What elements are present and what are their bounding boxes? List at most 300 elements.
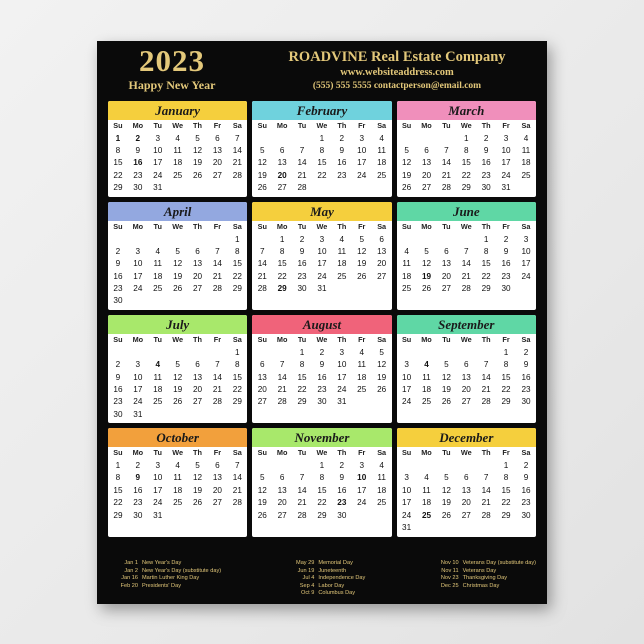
week-row	[397, 132, 536, 144]
day-cell: 5	[259, 146, 265, 156]
holiday-entry	[108, 583, 221, 591]
week-row	[397, 396, 536, 408]
day-cell: 27	[192, 284, 203, 294]
day-cell	[352, 509, 372, 521]
weekday-header: We	[460, 448, 472, 458]
day-cell: 16	[521, 372, 531, 382]
day-cell: 16	[521, 485, 531, 495]
weekday-header: Fr	[502, 448, 510, 458]
day-cell: 10	[133, 259, 143, 269]
weekday-header: Su	[113, 335, 123, 345]
day-cell	[436, 521, 456, 533]
day-cell: 13	[277, 485, 287, 495]
day-cell: 12	[192, 146, 203, 156]
day-cell: 11	[173, 473, 182, 483]
day-cell: 14	[232, 473, 242, 483]
day-cell	[207, 509, 227, 521]
week-row	[252, 472, 391, 484]
day-cell: 12	[402, 158, 412, 168]
week-row	[252, 245, 391, 257]
day-cell: 7	[483, 473, 489, 483]
holiday-name: Presidents' Day	[142, 582, 181, 589]
day-cell: 3	[503, 133, 509, 143]
day-cell: 7	[299, 473, 305, 483]
day-cell: 3	[359, 133, 364, 143]
week-row	[108, 282, 247, 294]
holiday-entry	[284, 590, 365, 598]
week-row	[252, 459, 391, 471]
day-cell: 30	[113, 296, 123, 306]
day-cell: 24	[133, 284, 143, 294]
day-cell: 12	[377, 360, 387, 370]
week-row	[108, 157, 247, 169]
weekday-header: Sa	[521, 221, 531, 231]
day-cell: 21	[297, 170, 307, 180]
day-cell: 10	[317, 246, 327, 256]
month-title: August	[252, 315, 391, 334]
day-cell: 16	[481, 158, 491, 168]
weekday-header: Fr	[502, 221, 510, 231]
day-cell: 19	[421, 271, 432, 281]
weekday-header: We	[316, 335, 328, 345]
day-cell: 8	[115, 146, 121, 156]
day-cell: 25	[173, 170, 183, 180]
holiday-entry	[429, 583, 536, 591]
weekday-header: Th	[481, 448, 491, 458]
day-cell: 9	[523, 360, 529, 370]
month-title: February	[252, 101, 391, 120]
day-cell: 17	[337, 372, 347, 382]
week-row	[108, 484, 247, 496]
day-cell: 18	[173, 485, 183, 495]
weekday-header: Th	[193, 335, 202, 345]
month-table	[108, 120, 247, 194]
holiday-date: Jan 1	[124, 560, 138, 567]
weekday-header: Th	[481, 335, 491, 345]
weekday-header: Tu	[442, 335, 451, 345]
day-cell	[168, 408, 188, 420]
day-cell	[227, 509, 247, 521]
day-cell: 20	[441, 271, 451, 281]
day-cell	[417, 521, 437, 533]
week-row	[108, 459, 247, 471]
day-cell: 18	[153, 384, 163, 394]
day-cell: 26	[192, 170, 203, 180]
day-cell: 3	[135, 360, 141, 370]
day-cell	[332, 282, 352, 294]
day-cell: 14	[232, 146, 242, 156]
week-row	[397, 459, 536, 471]
day-cell: 18	[173, 158, 183, 168]
day-cell: 14	[297, 485, 307, 495]
weekday-header: Fr	[213, 121, 222, 130]
day-cell: 19	[173, 384, 183, 394]
day-cell: 4	[379, 461, 384, 471]
day-cell: 7	[463, 246, 469, 256]
day-cell: 30	[317, 397, 327, 407]
day-cell: 2	[115, 246, 121, 256]
month-table	[108, 221, 247, 307]
day-cell	[207, 408, 227, 420]
day-cell: 2	[135, 461, 141, 471]
weekday-header: Fr	[358, 448, 366, 458]
day-cell: 2	[319, 347, 325, 357]
day-cell: 13	[192, 372, 203, 382]
day-cell: 7	[259, 246, 265, 256]
day-cell: 30	[521, 510, 531, 520]
day-cell: 24	[337, 384, 347, 394]
day-cell: 21	[257, 271, 267, 281]
weekday-header: Th	[337, 221, 347, 231]
weekday-header: Mo	[276, 221, 288, 231]
holiday-entry	[284, 575, 365, 583]
holiday-name: Veterans Day (substitute day)	[462, 560, 536, 567]
day-cell: 17	[133, 384, 143, 394]
day-cell: 4	[339, 234, 345, 244]
day-cell	[168, 182, 188, 194]
day-cell: 12	[192, 473, 203, 483]
week-row	[108, 182, 247, 194]
month-table	[252, 221, 391, 295]
weekday-header: We	[316, 121, 328, 130]
week-row	[108, 359, 247, 371]
day-cell: 6	[259, 360, 265, 370]
day-cell	[252, 132, 272, 144]
day-cell: 1	[503, 461, 509, 471]
weekday-header: Mo	[132, 221, 144, 231]
day-cell: 2	[339, 133, 345, 143]
day-cell	[292, 459, 312, 471]
week-row	[397, 359, 536, 371]
day-cell: 6	[215, 133, 220, 143]
day-cell: 7	[235, 133, 240, 143]
holiday-name: Veterans Day	[462, 567, 497, 574]
day-cell: 31	[317, 284, 327, 294]
day-cell: 6	[424, 146, 429, 156]
day-cell: 29	[501, 397, 511, 407]
day-cell: 10	[133, 372, 143, 382]
day-cell: 23	[297, 271, 307, 281]
week-row	[397, 245, 536, 257]
day-cell: 8	[235, 246, 240, 256]
day-cell: 29	[277, 284, 287, 294]
holiday-name: Juneteenth	[318, 567, 347, 574]
day-cell: 16	[113, 384, 123, 394]
day-cell: 8	[319, 473, 325, 483]
day-cell	[227, 295, 247, 307]
day-cell: 1	[319, 461, 325, 471]
holiday-name: Labor Day	[318, 582, 345, 589]
weekday-header: Mo	[276, 121, 288, 130]
day-cell: 29	[113, 183, 123, 193]
day-cell: 11	[153, 259, 162, 269]
month-card	[397, 428, 536, 536]
weekday-header: Tu	[297, 221, 307, 231]
day-cell: 9	[339, 146, 345, 156]
day-cell: 8	[463, 146, 469, 156]
day-cell: 27	[212, 498, 222, 508]
day-cell: 14	[481, 372, 491, 382]
day-cell: 6	[195, 360, 200, 370]
day-cell: 13	[277, 158, 287, 168]
weekday-header: Sa	[232, 121, 242, 130]
day-cell: 8	[235, 360, 240, 370]
day-cell	[292, 132, 312, 144]
day-cell: 24	[317, 271, 327, 281]
holiday-date: Jul 4	[302, 575, 315, 582]
day-cell	[332, 182, 352, 194]
day-cell	[436, 459, 456, 471]
day-cell: 18	[153, 271, 163, 281]
weekday-header: Fr	[213, 448, 222, 458]
day-cell: 15	[317, 485, 327, 495]
day-cell: 29	[481, 284, 491, 294]
month-title: March	[397, 101, 536, 120]
day-cell: 15	[481, 259, 491, 269]
day-cell	[352, 182, 372, 194]
weekday-header: Su	[401, 121, 412, 130]
day-cell: 14	[461, 259, 471, 269]
weekday-header: Mo	[276, 335, 288, 345]
week-row	[108, 233, 247, 245]
day-cell: 6	[279, 473, 285, 483]
weekday-header: Sa	[377, 448, 387, 458]
day-cell	[516, 521, 536, 533]
day-cell: 11	[337, 246, 347, 256]
weekday-header: Mo	[132, 121, 144, 130]
day-cell: 5	[424, 246, 429, 256]
day-cell: 31	[133, 409, 143, 419]
day-cell	[516, 282, 536, 294]
day-cell: 28	[297, 510, 307, 520]
day-cell	[272, 459, 292, 471]
day-cell	[207, 233, 227, 245]
day-cell: 4	[424, 360, 429, 370]
day-cell: 10	[521, 246, 531, 256]
day-cell: 12	[421, 259, 432, 269]
day-cell	[436, 132, 456, 144]
day-cell: 23	[501, 271, 511, 281]
day-cell: 17	[357, 158, 367, 168]
day-cell	[436, 346, 456, 358]
weekday-header: Sa	[521, 448, 531, 458]
day-cell: 7	[483, 360, 489, 370]
weekday-header: We	[172, 221, 184, 231]
holiday-legend	[108, 560, 536, 598]
weekday-header: Tu	[153, 121, 162, 130]
day-cell: 18	[377, 158, 387, 168]
day-cell: 22	[277, 271, 287, 281]
day-cell	[397, 233, 417, 245]
day-cell: 11	[521, 146, 531, 156]
weekday-header: Tu	[297, 121, 307, 130]
day-cell: 21	[232, 158, 242, 168]
month-card	[108, 315, 247, 423]
week-row	[108, 396, 247, 408]
day-cell: 26	[173, 284, 183, 294]
day-cell: 25	[357, 384, 367, 394]
day-cell: 7	[215, 246, 220, 256]
month-table	[108, 334, 247, 420]
day-cell	[188, 509, 208, 521]
day-cell: 22	[232, 271, 242, 281]
weekday-header: Su	[113, 221, 123, 231]
company-name: ROADVINE Real Estate Company	[288, 49, 506, 65]
day-cell: 2	[115, 360, 121, 370]
day-cell: 11	[173, 146, 182, 156]
month-card	[108, 202, 247, 310]
day-cell: 9	[115, 259, 121, 269]
weekday-header: Su	[401, 221, 412, 231]
day-cell: 2	[503, 234, 509, 244]
day-cell: 24	[357, 170, 367, 180]
day-cell	[188, 182, 208, 194]
day-cell	[207, 295, 227, 307]
week-row	[252, 144, 391, 156]
day-cell: 16	[113, 271, 123, 281]
week-row	[252, 157, 391, 169]
day-cell: 15	[277, 259, 287, 269]
weekday-header: Sa	[232, 448, 242, 458]
holiday-name: Columbus Day	[318, 590, 356, 597]
day-cell: 20	[461, 384, 471, 394]
day-cell: 13	[441, 259, 451, 269]
day-cell: 18	[521, 158, 531, 168]
month-card	[108, 428, 247, 536]
day-cell: 21	[461, 271, 471, 281]
day-cell: 27	[257, 397, 267, 407]
holiday-date: Dec 25	[440, 582, 459, 589]
week-row	[397, 484, 536, 496]
day-cell: 24	[153, 498, 163, 508]
day-cell: 15	[461, 158, 471, 168]
day-cell: 4	[359, 347, 364, 357]
month-card	[252, 315, 391, 423]
day-cell: 20	[212, 485, 222, 495]
month-card	[252, 428, 391, 536]
day-cell: 19	[402, 170, 412, 180]
day-cell: 31	[153, 183, 163, 193]
weekday-header: Fr	[358, 221, 366, 231]
day-cell: 30	[337, 510, 347, 520]
day-cell: 30	[501, 284, 511, 294]
week-row	[108, 169, 247, 181]
day-cell: 30	[133, 183, 143, 193]
day-cell: 20	[192, 384, 203, 394]
day-cell	[397, 459, 417, 471]
weekday-header: Sa	[377, 221, 387, 231]
day-cell: 11	[357, 360, 366, 370]
day-cell: 23	[337, 170, 347, 180]
weekday-header: Tu	[153, 335, 162, 345]
day-cell: 26	[402, 183, 412, 193]
day-cell: 21	[481, 498, 491, 508]
day-cell	[476, 346, 496, 358]
day-cell	[252, 233, 272, 245]
day-cell: 17	[317, 259, 327, 269]
weekday-header: Sa	[521, 121, 531, 130]
day-cell: 25	[153, 284, 163, 294]
day-cell: 4	[155, 246, 160, 256]
month-table	[108, 447, 247, 521]
day-cell: 19	[192, 158, 203, 168]
weekday-header: Su	[257, 335, 267, 345]
day-cell: 8	[503, 360, 509, 370]
day-cell: 4	[424, 473, 429, 483]
day-cell	[456, 521, 476, 533]
day-cell	[148, 346, 168, 358]
day-cell: 27	[461, 397, 471, 407]
day-cell: 29	[297, 397, 307, 407]
day-cell: 10	[357, 473, 367, 483]
day-cell	[128, 346, 148, 358]
day-cell: 31	[501, 183, 511, 193]
day-cell: 3	[404, 473, 409, 483]
day-cell: 5	[175, 360, 180, 370]
weekday-header: Tu	[442, 121, 451, 130]
day-cell: 20	[421, 170, 432, 180]
day-cell	[168, 295, 188, 307]
day-cell: 16	[501, 259, 511, 269]
week-row	[397, 509, 536, 521]
day-cell: 14	[212, 372, 222, 382]
day-cell: 15	[317, 158, 327, 168]
day-cell	[168, 346, 188, 358]
day-cell: 20	[192, 271, 203, 281]
week-row	[108, 295, 247, 307]
weekday-header: Mo	[421, 335, 432, 345]
week-row	[397, 521, 536, 533]
day-cell: 23	[521, 498, 531, 508]
day-cell: 25	[173, 498, 183, 508]
day-cell: 1	[279, 234, 285, 244]
holiday-entry	[284, 583, 365, 591]
day-cell: 29	[317, 510, 327, 520]
week-row	[252, 282, 391, 294]
day-cell: 26	[257, 510, 267, 520]
day-cell: 6	[195, 246, 200, 256]
day-cell: 7	[299, 146, 305, 156]
day-cell: 27	[461, 510, 471, 520]
day-cell: 6	[444, 246, 449, 256]
weekday-header: We	[172, 448, 184, 458]
holiday-date: Jun 19	[297, 567, 315, 574]
day-cell: 22	[317, 498, 327, 508]
day-cell: 24	[501, 170, 511, 180]
holiday-column	[429, 560, 536, 598]
week-row	[397, 371, 536, 383]
day-cell: 26	[421, 284, 432, 294]
month-table	[397, 221, 536, 295]
weekday-header: Tu	[297, 448, 307, 458]
week-row	[108, 258, 247, 270]
day-cell: 3	[155, 461, 160, 471]
month-title: September	[397, 315, 536, 334]
day-cell	[148, 295, 168, 307]
day-cell: 25	[377, 498, 387, 508]
month-title: November	[252, 428, 391, 447]
day-cell: 22	[501, 384, 511, 394]
month-title: July	[108, 315, 247, 334]
month-table	[397, 120, 536, 194]
month-title: October	[108, 428, 247, 447]
weekday-header: We	[460, 121, 472, 130]
week-row	[397, 258, 536, 270]
day-cell: 30	[481, 183, 491, 193]
day-cell: 9	[523, 473, 529, 483]
month-card	[108, 101, 247, 197]
day-cell	[227, 182, 247, 194]
